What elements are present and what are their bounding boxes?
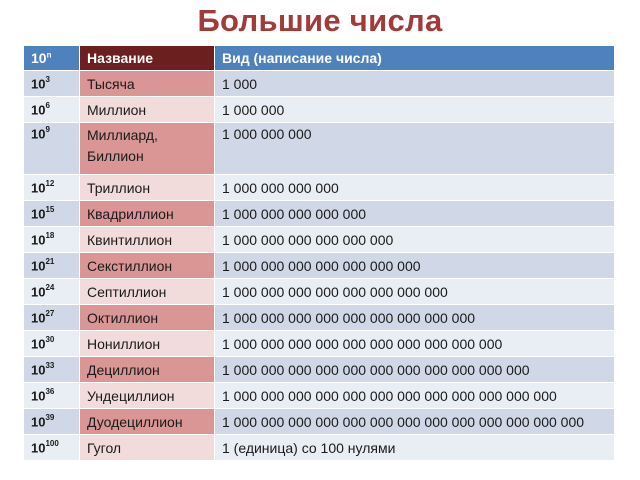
power-exponent: 36	[45, 386, 55, 396]
power-exponent: 24	[45, 282, 55, 292]
name-cell: Нониллион	[80, 331, 215, 357]
power-cell	[24, 201, 80, 227]
name-cell: Октиллион	[80, 305, 215, 331]
power-cell	[24, 123, 80, 175]
table-row	[24, 175, 615, 201]
power-exponent: 6	[45, 100, 50, 110]
power-exponent: 3	[45, 74, 50, 84]
value-cell: 1 000 000 000 000 000 000 000 000	[215, 279, 615, 305]
power-base: 10	[31, 414, 46, 430]
table-row	[24, 253, 615, 279]
value-cell: 1 000 000 000 000 000	[215, 201, 615, 227]
table-row	[24, 279, 615, 305]
name-cell: Миллиард, Биллион	[80, 123, 215, 175]
name-cell: Дуодециллион	[80, 409, 215, 435]
table-row	[24, 227, 615, 253]
name-cell: Гугол	[80, 435, 215, 461]
table-row	[24, 123, 615, 175]
value-cell: 1 000 000 000 000 000 000 000 000 000 000 000 000 000	[215, 409, 615, 435]
power-base: 10	[31, 336, 46, 352]
value-cell: 1 000	[215, 71, 615, 97]
value-cell: 1 000 000	[215, 97, 615, 123]
power-base: 10	[31, 180, 46, 196]
name-cell: Квадриллион	[80, 201, 215, 227]
power-exponent: 12	[45, 178, 55, 188]
column-header-name: Название	[80, 46, 215, 71]
power-cell	[24, 305, 80, 331]
power-cell	[24, 175, 80, 201]
power-exponent: 15	[45, 204, 55, 214]
name-cell: Квинтиллион	[80, 227, 215, 253]
value-cell: 1 (единица) со 100 нулями	[215, 435, 615, 461]
value-cell: 1 000 000 000 000 000 000 000	[215, 253, 615, 279]
value-cell: 1 000 000 000	[215, 123, 615, 175]
power-cell	[24, 357, 80, 383]
name-cell: Триллион	[80, 175, 215, 201]
name-cell: Секстиллион	[80, 253, 215, 279]
table-row	[24, 383, 615, 409]
column-header-power-exp: n	[46, 50, 52, 60]
value-cell: 1 000 000 000 000 000 000 000 000 000 000 000 000	[215, 383, 615, 409]
power-base: 10	[31, 258, 46, 274]
big-numbers-table	[23, 45, 615, 461]
power-cell	[24, 435, 80, 461]
name-cell: Тысяча	[80, 71, 215, 97]
table-row	[24, 357, 615, 383]
column-header-value: Вид (написание числа)	[215, 46, 615, 71]
table-row	[24, 71, 615, 97]
power-exponent: 39	[45, 412, 55, 422]
power-base: 10	[31, 126, 46, 142]
power-base: 10	[31, 388, 46, 404]
table-row	[24, 201, 615, 227]
table-row	[24, 305, 615, 331]
power-exponent: 33	[45, 360, 55, 370]
power-cell	[24, 409, 80, 435]
name-cell: Ундециллион	[80, 383, 215, 409]
table-row	[24, 331, 615, 357]
table-header-row	[24, 46, 615, 71]
power-cell	[24, 71, 80, 97]
table-row	[24, 409, 615, 435]
value-cell: 1 000 000 000 000 000 000	[215, 227, 615, 253]
power-cell	[24, 97, 80, 123]
power-cell	[24, 331, 80, 357]
power-exponent: 27	[45, 308, 55, 318]
power-cell	[24, 227, 80, 253]
value-cell: 1 000 000 000 000	[215, 175, 615, 201]
name-cell: Септиллион	[80, 279, 215, 305]
power-exponent: 9	[45, 125, 50, 134]
column-header-power-base: 10	[31, 50, 47, 66]
name-cell: Миллион	[80, 97, 215, 123]
power-cell	[24, 253, 80, 279]
power-base: 10	[31, 284, 46, 300]
value-cell: 1 000 000 000 000 000 000 000 000 000	[215, 305, 615, 331]
power-cell	[24, 279, 80, 305]
table-row	[24, 435, 615, 461]
power-exponent: 100	[45, 438, 59, 448]
power-exponent: 18	[45, 230, 55, 240]
power-exponent: 21	[45, 256, 55, 266]
value-cell: 1 000 000 000 000 000 000 000 000 000 000	[215, 331, 615, 357]
power-cell	[24, 383, 80, 409]
power-base: 10	[31, 102, 46, 118]
power-base: 10	[31, 232, 46, 248]
power-base: 10	[31, 206, 46, 222]
power-base: 10	[31, 362, 46, 378]
name-cell: Дециллион	[80, 357, 215, 383]
power-base: 10	[31, 76, 46, 92]
page-title: Большие числа	[197, 3, 443, 38]
value-cell: 1 000 000 000 000 000 000 000 000 000 000 000	[215, 357, 615, 383]
table-row	[24, 97, 615, 123]
power-exponent: 30	[45, 334, 55, 344]
column-header-power	[24, 46, 80, 71]
power-base: 10	[31, 440, 46, 456]
power-base: 10	[31, 310, 46, 326]
